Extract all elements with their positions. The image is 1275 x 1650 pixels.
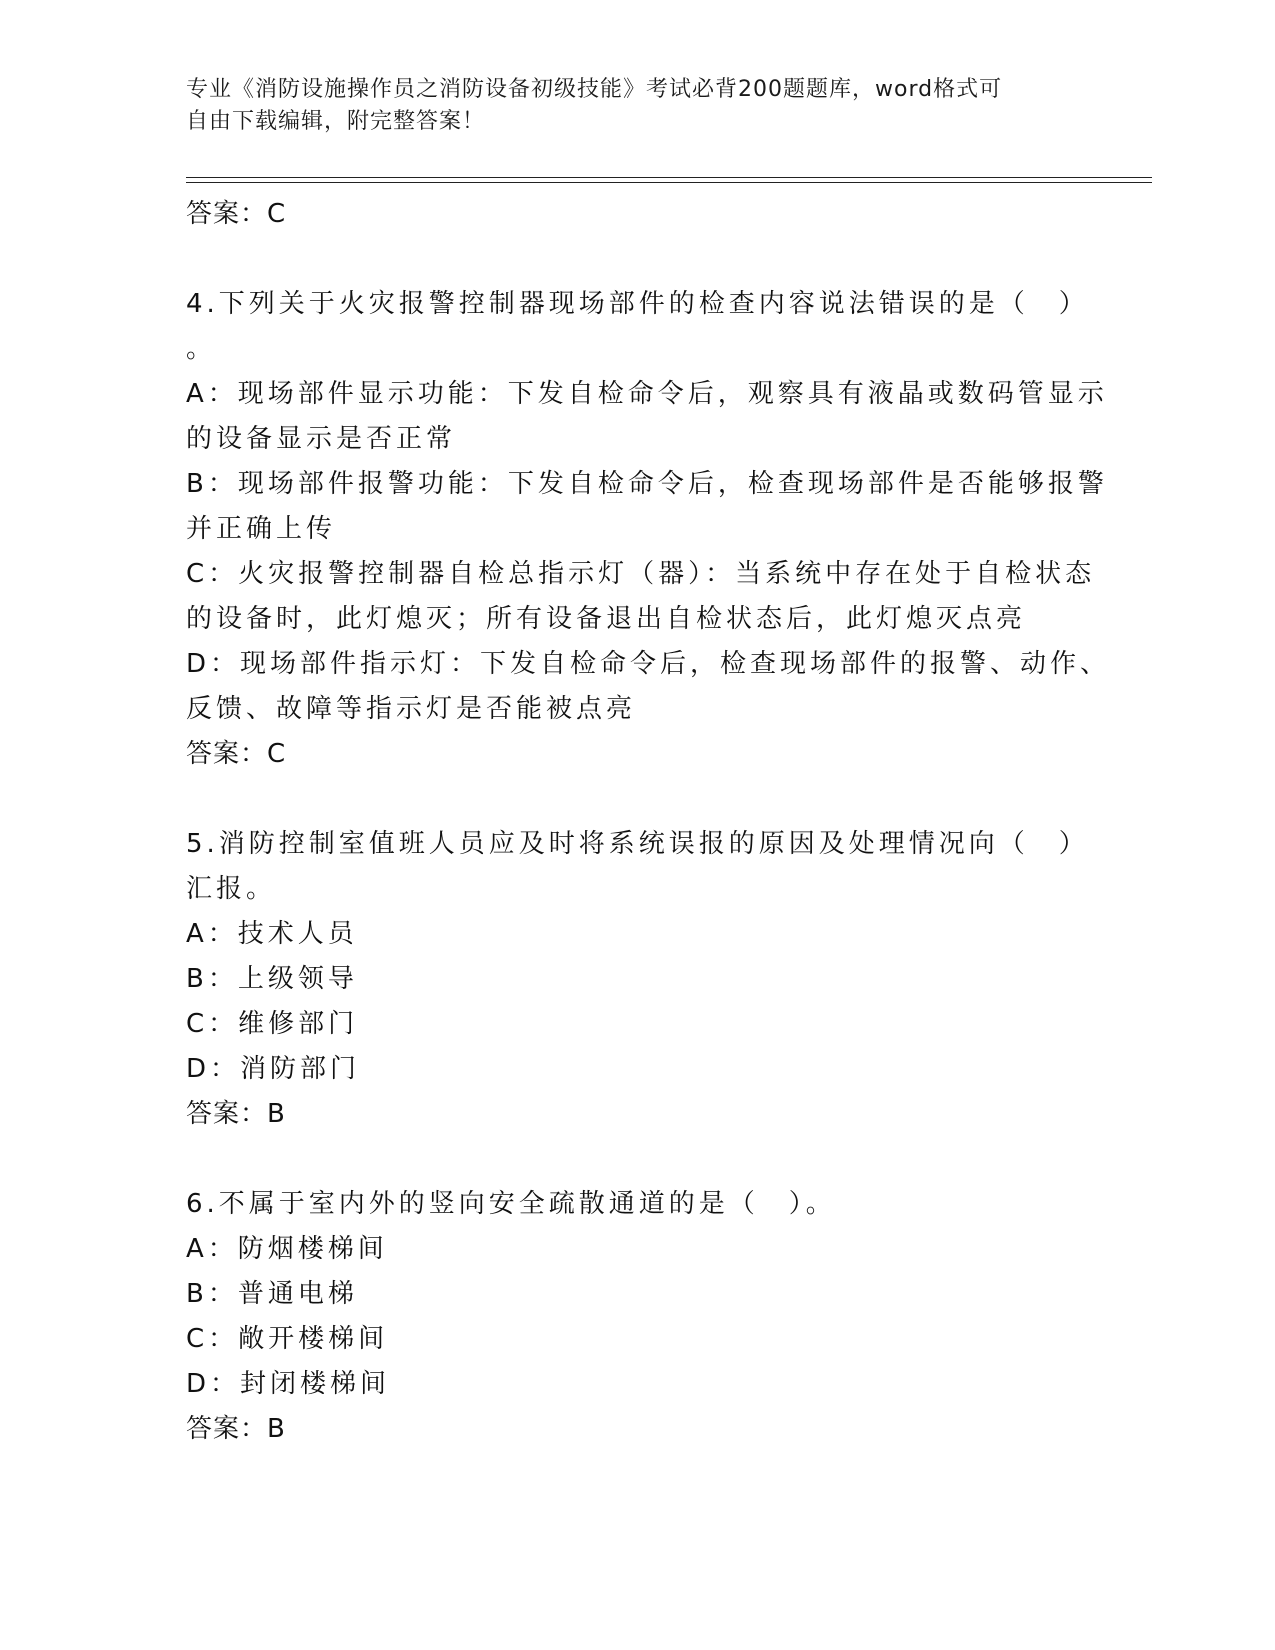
answer-label: 答案：C (186, 199, 287, 229)
question-text: 4.下列关于火灾报警控制器现场部件的检查内容说法错误的是（ ） (186, 289, 1089, 319)
question-text: 汇报。 (186, 874, 277, 904)
option-a: A：现场部件显示功能：下发自检命令后，观察具有液晶或数码管显示 (186, 379, 1108, 409)
header-line-1: 专业《消防设施操作员之消防设备初级技能》考试必背200题题库，word格式可 (186, 77, 1003, 102)
answer-label: 答案：B (186, 1099, 286, 1129)
option-a-cont: 的设备显示是否正常 (186, 424, 457, 454)
option-d: D：消防部门 (186, 1054, 361, 1084)
option-b: B：普通电梯 (186, 1279, 358, 1309)
option-b-cont: 并正确上传 (186, 514, 337, 544)
question-text: 5.消防控制室值班人员应及时将系统误报的原因及处理情况向（ ） (186, 829, 1089, 859)
option-c: C：敞开楼梯间 (186, 1324, 389, 1354)
question-text: 。 (186, 334, 217, 364)
answer-label: 答案：C (186, 739, 287, 769)
option-a: A：防烟楼梯间 (186, 1234, 388, 1264)
question-block (186, 1182, 1086, 1451)
option-d: D：封闭楼梯间 (186, 1369, 391, 1399)
document-header (186, 74, 1066, 138)
document-body (186, 192, 1111, 1451)
option-d-cont: 反馈、故障等指示灯是否能被点亮 (186, 694, 637, 724)
option-c: C：火灾报警控制器自检总指示灯（器）：当系统中存在处于自检状态 (186, 559, 1096, 589)
question-block (186, 282, 1111, 776)
question-block (186, 822, 1089, 1136)
header-line-2: 自由下载编辑，附完整答案！ (186, 109, 486, 134)
answer-label: 答案：B (186, 1414, 286, 1444)
header-rule-bottom (186, 182, 1152, 183)
header-rule-top (186, 177, 1152, 178)
option-b: B：上级领导 (186, 964, 358, 994)
option-c: C：维修部门 (186, 1009, 359, 1039)
question-text: 6.不属于室内外的竖向安全疏散通道的是（ ）。 (186, 1189, 836, 1219)
option-b: B：现场部件报警功能：下发自检命令后，检查现场部件是否能够报警 (186, 469, 1108, 499)
option-a: A：技术人员 (186, 919, 358, 949)
option-c-cont: 的设备时，此灯熄灭；所有设备退出自检状态后，此灯熄灭点亮 (186, 604, 1027, 634)
option-d: D：现场部件指示灯：下发自检命令后，检查现场部件的报警、动作、 (186, 649, 1111, 679)
